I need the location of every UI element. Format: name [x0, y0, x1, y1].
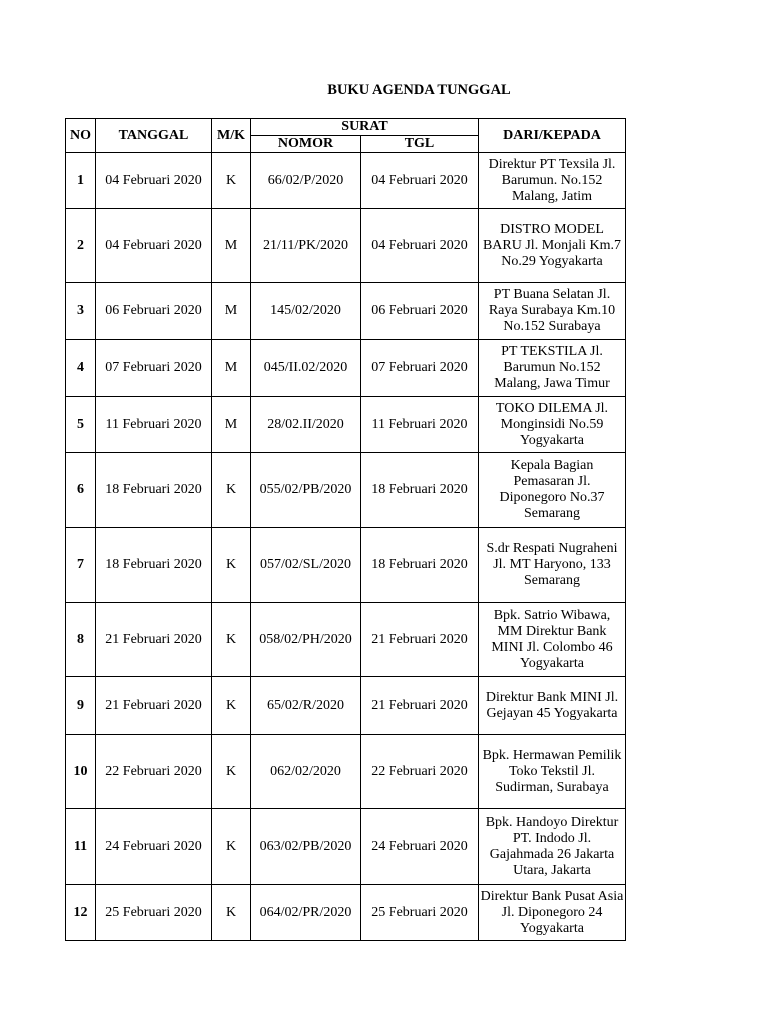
- row-nomor: 045/II.02/2020: [251, 340, 361, 397]
- row-number: 5: [66, 397, 96, 453]
- table-row: [66, 153, 626, 209]
- row-number: 7: [66, 528, 96, 603]
- row-number: 10: [66, 735, 96, 809]
- row-dari-kepada: PT Buana Selatan Jl. Raya Surabaya Km.10 No.152 Surabaya: [479, 283, 626, 340]
- row-tanggal: 24 Februari 2020: [96, 809, 212, 885]
- row-tgl: 07 Februari 2020: [361, 340, 479, 397]
- row-dari-kepada: PT TEKSTILA Jl. Barumun No.152 Malang, Jawa Timur: [479, 340, 626, 397]
- row-number: 2: [66, 209, 96, 283]
- row-tgl: 25 Februari 2020: [361, 885, 479, 941]
- row-nomor: 65/02/R/2020: [251, 677, 361, 735]
- row-tgl: 24 Februari 2020: [361, 809, 479, 885]
- table-row: [66, 528, 626, 603]
- row-tanggal: 22 Februari 2020: [96, 735, 212, 809]
- table-header: [66, 119, 626, 153]
- table-row: [66, 283, 626, 340]
- header-dari-kepada: DARI/KEPADA: [479, 119, 626, 153]
- header-tanggal: TANGGAL: [96, 119, 212, 153]
- table-body: [66, 153, 626, 941]
- row-nomor: 055/02/PB/2020: [251, 453, 361, 528]
- row-number: 1: [66, 153, 96, 209]
- row-dari-kepada: Kepala Bagian Pemasaran Jl. Diponegoro No.37 Semarang: [479, 453, 626, 528]
- row-tanggal: 04 Februari 2020: [96, 153, 212, 209]
- row-tgl: 21 Februari 2020: [361, 677, 479, 735]
- row-mk: M: [212, 209, 251, 283]
- header-no: NO: [66, 119, 96, 153]
- row-mk: K: [212, 885, 251, 941]
- row-tgl: 22 Februari 2020: [361, 735, 479, 809]
- row-tgl: 18 Februari 2020: [361, 528, 479, 603]
- row-tanggal: 21 Februari 2020: [96, 677, 212, 735]
- row-mk: K: [212, 735, 251, 809]
- header-mk: M/K: [212, 119, 251, 153]
- row-tanggal: 04 Februari 2020: [96, 209, 212, 283]
- row-dari-kepada: TOKO DILEMA Jl. Monginsidi No.59 Yogyakarta: [479, 397, 626, 453]
- table-row: [66, 603, 626, 677]
- row-dari-kepada: S.dr Respati Nugraheni Jl. MT Haryono, 133 Semarang: [479, 528, 626, 603]
- row-number: 8: [66, 603, 96, 677]
- row-tanggal: 21 Februari 2020: [96, 603, 212, 677]
- row-mk: K: [212, 677, 251, 735]
- row-number: 9: [66, 677, 96, 735]
- row-nomor: 21/11/PK/2020: [251, 209, 361, 283]
- row-number: 11: [66, 809, 96, 885]
- row-tgl: 04 Februari 2020: [361, 153, 479, 209]
- row-mk: K: [212, 153, 251, 209]
- row-nomor: 058/02/PH/2020: [251, 603, 361, 677]
- row-tanggal: 18 Februari 2020: [96, 528, 212, 603]
- row-tgl: 18 Februari 2020: [361, 453, 479, 528]
- row-nomor: 145/02/2020: [251, 283, 361, 340]
- agenda-table: [65, 118, 626, 941]
- table-row: [66, 397, 626, 453]
- row-tanggal: 25 Februari 2020: [96, 885, 212, 941]
- header-surat: SURAT: [251, 119, 479, 136]
- row-dari-kepada: Direktur Bank MINI Jl. Gejayan 45 Yogyakarta: [479, 677, 626, 735]
- row-mk: K: [212, 809, 251, 885]
- row-number: 3: [66, 283, 96, 340]
- row-mk: K: [212, 603, 251, 677]
- row-tanggal: 18 Februari 2020: [96, 453, 212, 528]
- row-dari-kepada: Bpk. Hermawan Pemilik Toko Tekstil Jl. Sudirman, Surabaya: [479, 735, 626, 809]
- row-tgl: 21 Februari 2020: [361, 603, 479, 677]
- row-nomor: 063/02/PB/2020: [251, 809, 361, 885]
- document-title: BUKU AGENDA TUNGGAL: [327, 82, 511, 98]
- header-tgl: TGL: [361, 136, 479, 153]
- row-mk: K: [212, 528, 251, 603]
- row-dari-kepada: Direktur PT Texsila Jl. Barumun. No.152 Malang, Jatim: [479, 153, 626, 209]
- row-dari-kepada: Direktur Bank Pusat Asia Jl. Diponegoro 24 Yogyakarta: [479, 885, 626, 941]
- row-mk: K: [212, 453, 251, 528]
- table-row: [66, 735, 626, 809]
- table-row: [66, 677, 626, 735]
- table-row: [66, 453, 626, 528]
- table-row: [66, 885, 626, 941]
- row-mk: M: [212, 340, 251, 397]
- row-mk: M: [212, 397, 251, 453]
- row-tanggal: 06 Februari 2020: [96, 283, 212, 340]
- row-number: 12: [66, 885, 96, 941]
- row-dari-kepada: DISTRO MODEL BARU Jl. Monjali Km.7 No.29 Yogyakarta: [479, 209, 626, 283]
- row-number: 4: [66, 340, 96, 397]
- table-row: [66, 209, 626, 283]
- row-tgl: 11 Februari 2020: [361, 397, 479, 453]
- row-nomor: 062/02/2020: [251, 735, 361, 809]
- table-row: [66, 809, 626, 885]
- row-nomor: 064/02/PR/2020: [251, 885, 361, 941]
- row-number: 6: [66, 453, 96, 528]
- row-tgl: 06 Februari 2020: [361, 283, 479, 340]
- row-nomor: 28/02.II/2020: [251, 397, 361, 453]
- header-nomor: NOMOR: [251, 136, 361, 153]
- row-mk: M: [212, 283, 251, 340]
- row-nomor: 057/02/SL/2020: [251, 528, 361, 603]
- table-row: [66, 340, 626, 397]
- row-dari-kepada: Bpk. Handoyo Direktur PT. Indodo Jl. Gajahmada 26 Jakarta Utara, Jakarta: [479, 809, 626, 885]
- row-tanggal: 11 Februari 2020: [96, 397, 212, 453]
- row-dari-kepada: Bpk. Satrio Wibawa, MM Direktur Bank MINI Jl. Colombo 46 Yogyakarta: [479, 603, 626, 677]
- row-tanggal: 07 Februari 2020: [96, 340, 212, 397]
- row-nomor: 66/02/P/2020: [251, 153, 361, 209]
- row-tgl: 04 Februari 2020: [361, 209, 479, 283]
